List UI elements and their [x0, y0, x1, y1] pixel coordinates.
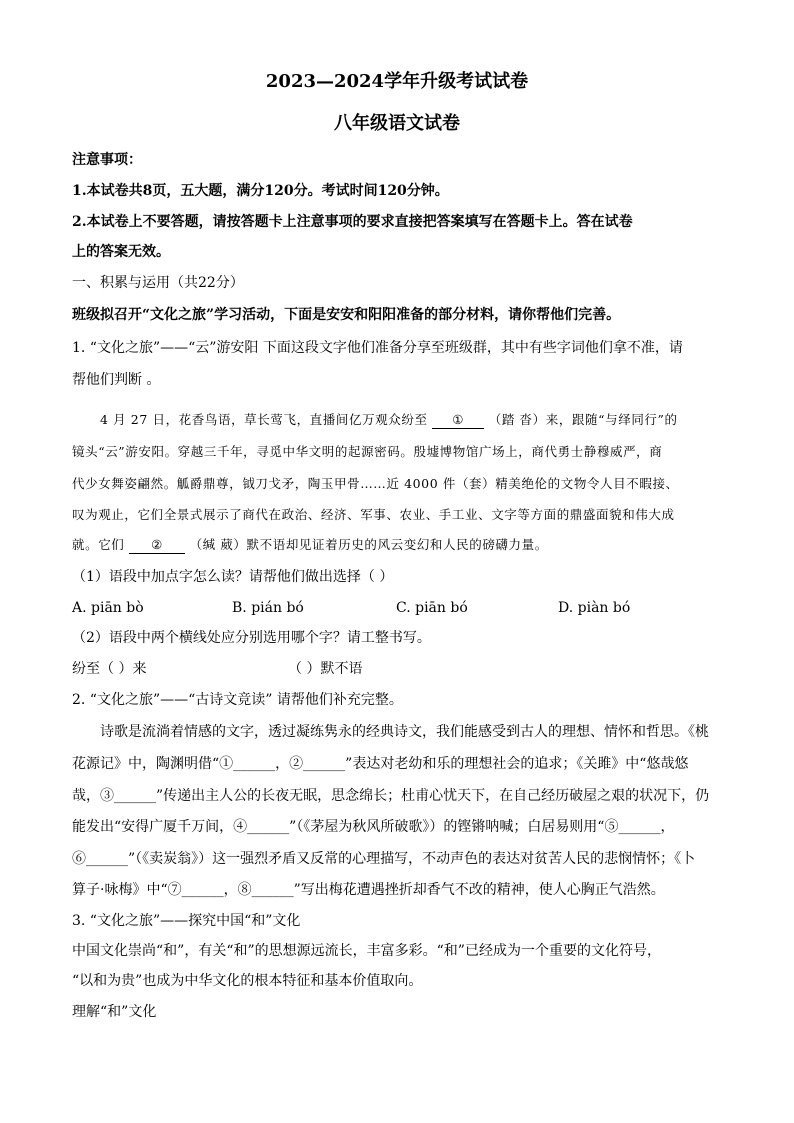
passage-line1-text: 4 月 27 日，花香鸟语，草长莺飞，直播间亿万观众纷至: [100, 412, 428, 427]
section-heading: 一、积累与运用（共22分）: [72, 275, 244, 291]
passage-line1-tail: （踏 沓）来，跟随“与绎同行”的: [488, 412, 678, 427]
q2-para-line6: 算子·咏梅》中“⑦______，⑧______”写出梅花遭遇挫折却香气不改的精神，使人心胸正气浩然。: [72, 882, 665, 898]
passage-line1: [100, 410, 750, 430]
q1-sub2: （2）语段中两个横线处应分别选用哪个字？请工整书写。: [72, 630, 431, 646]
q3-line3: “以和为贵”也成为中华文化的根本特征和基本价值取向。: [72, 973, 423, 989]
q2-prompt: 2. “文化之旅”——“古诗文竞读” 请帮他们补充完整。: [72, 692, 403, 708]
q2-para-line2: 花源记》中，陶渊明借“①______，②______”表达对老幼和乐的理想社会的追求；《关雎》中“悠哉悠: [72, 756, 689, 772]
passage-line2: 镜头“云”游安阳。穿越三千年，寻觅中华文明的起源密码。殷墟博物馆广场上，商代勇士静穆威严，商: [72, 444, 663, 459]
exam-subtitle: 八年级语文试卷: [334, 113, 460, 134]
passage-line5-text: 就。它们: [72, 537, 125, 552]
q2-para-line3: 哉，③______”传递出主人公的长夜无眠，思念绵长；杜甫心忧天下，在自己经历破屋之艰的状况下，仍: [72, 788, 710, 804]
exam-title: 2023—2024学年升级考试试卷: [265, 71, 529, 92]
q1-prompt-line2: 帮他们判断 。: [72, 372, 161, 388]
fill-answer-a: 纷至（ ）来: [72, 661, 147, 677]
note-2-line2: 上的答案无效。: [72, 244, 170, 260]
fill-answer-b: （ ）默不语: [288, 661, 363, 677]
option-a: A. piān bò: [72, 600, 144, 616]
q2-para-line5: ⑥______”（《卖炭翁》）这一强烈矛盾又反常的心理描写，不动声色的表达对贫苦人民的悲悯情怀；《卜: [72, 851, 696, 867]
note-1: 1.本试卷共8页，五大题，满分120分。考试时间120分钟。: [72, 183, 449, 199]
option-b: B. pián bó: [232, 600, 304, 616]
blank-2: ②: [129, 537, 185, 554]
q3-line2: 中国文化崇尚“和”，有关“和”的思想源远流长，丰富多彩。“和”已经成为一个重要的文化符号，: [72, 943, 661, 959]
passage-line4: 叹为观止，它们全景式展示了商代在政治、经济、军事、农业、手工业、文字等方面的鼎盛面貌和伟大成: [72, 507, 675, 522]
q3-line4: 理解“和”文化: [72, 1004, 157, 1020]
q1-prompt-line1: 1. “文化之旅”——“云”游安阳 下面这段文字他们准备分享至班级群，其中有些字词他们拿不准，请: [72, 340, 683, 356]
section-intro: 班级拟召开“文化之旅”学习活动，下面是安安和阳阳准备的部分材料，请你帮他们完善。: [72, 307, 621, 323]
passage-line3: 代少女舞姿翩然。觚爵鼎尊，钺刀戈矛，陶玉甲骨……近 4000 件（套）精美绝伦的文物令人目不暇接、: [72, 476, 679, 491]
q3-prompt: 3. “文化之旅”——探究中国“和”文化: [72, 913, 301, 929]
q2-para-line1: 诗歌是流淌着情感的文字，透过凝练隽永的经典诗文，我们能感受到古人的理想、情怀和哲思。《桃: [100, 724, 709, 740]
note-2-line1: 2.本试卷上不要答题，请按答题卡上注意事项的要求直接把答案填写在答题卡上。答在试卷: [72, 214, 633, 230]
passage-line5-tail: （缄 葳）默不语却见证着历史的风云变幻和人民的磅礴力量。: [189, 537, 548, 552]
notes-heading: 注意事项：: [72, 152, 142, 168]
blank-1: ①: [432, 412, 484, 429]
q1-sub1: （1）语段中加点字怎么读？请帮他们做出选择（ ）: [72, 569, 394, 585]
q2-para-line4: 能发出“安得广厦千万间，④______”（《茅屋为秋风所破歌》）的铿锵呐喊；白居易则用“⑤______，: [72, 819, 675, 835]
option-c: C. piān bó: [396, 600, 468, 616]
passage-line5: [72, 535, 722, 555]
option-d: D. piàn bó: [558, 600, 631, 616]
